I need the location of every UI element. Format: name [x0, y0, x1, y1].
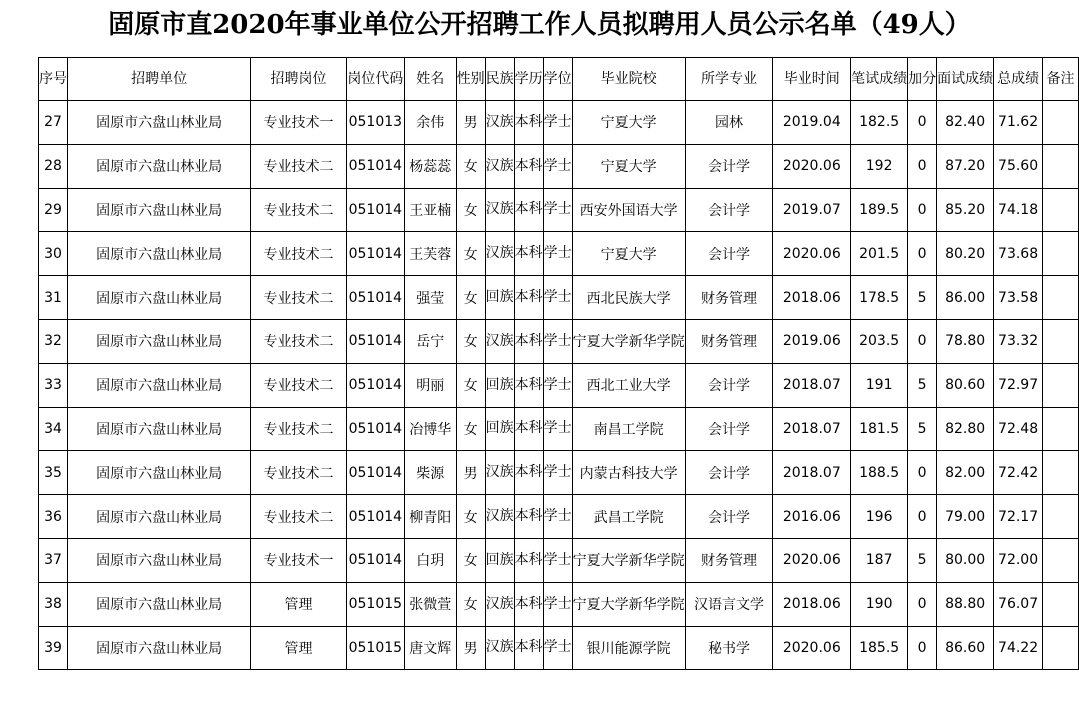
cell-interview: 86.00 — [937, 276, 994, 320]
cell-unit: 固原市六盘山林业局 — [68, 538, 251, 582]
table-row — [39, 407, 1079, 451]
cell-written: 196 — [851, 495, 908, 539]
cell-gender: 女 — [456, 188, 485, 232]
cell-written: 192 — [851, 144, 908, 188]
cell-degree: 学士 — [543, 144, 572, 188]
cell-seq: 28 — [39, 144, 68, 188]
cell-unit: 固原市六盘山林业局 — [68, 232, 251, 276]
cell-remark — [1043, 538, 1079, 582]
cell-remark — [1043, 363, 1079, 407]
cell-bonus: 5 — [908, 407, 937, 451]
cell-grad-time: 2020.06 — [773, 232, 851, 276]
table-row — [39, 538, 1079, 582]
cell-ethnicity: 汉族 — [485, 319, 514, 363]
cell-total: 76.07 — [994, 582, 1043, 626]
cell-code: 051013 — [346, 101, 404, 145]
cell-total: 72.17 — [994, 495, 1043, 539]
cell-degree: 学士 — [543, 626, 572, 670]
cell-ethnicity: 回族 — [485, 363, 514, 407]
cell-position: 专业技术二 — [251, 276, 347, 320]
cell-interview: 82.00 — [937, 451, 994, 495]
cell-interview: 87.20 — [937, 144, 994, 188]
cell-remark — [1043, 188, 1079, 232]
cell-code: 051014 — [346, 451, 404, 495]
header-written: 笔试成绩 — [851, 58, 908, 101]
header-position: 招聘岗位 — [251, 58, 347, 101]
cell-major: 财务管理 — [685, 538, 773, 582]
cell-gender: 男 — [456, 101, 485, 145]
cell-total: 72.97 — [994, 363, 1043, 407]
cell-major: 会计学 — [685, 407, 773, 451]
cell-seq: 32 — [39, 319, 68, 363]
table-row — [39, 232, 1079, 276]
cell-seq: 31 — [39, 276, 68, 320]
cell-unit: 固原市六盘山林业局 — [68, 144, 251, 188]
cell-seq: 37 — [39, 538, 68, 582]
cell-written: 181.5 — [851, 407, 908, 451]
cell-education: 本科 — [514, 276, 543, 320]
cell-bonus: 5 — [908, 276, 937, 320]
cell-seq: 27 — [39, 101, 68, 145]
cell-name: 柳青阳 — [404, 495, 456, 539]
cell-total: 72.42 — [994, 451, 1043, 495]
table-body — [39, 101, 1079, 670]
cell-ethnicity: 汉族 — [485, 188, 514, 232]
cell-major: 会计学 — [685, 495, 773, 539]
cell-seq: 38 — [39, 582, 68, 626]
cell-remark — [1043, 407, 1079, 451]
cell-interview: 86.60 — [937, 626, 994, 670]
cell-total: 73.58 — [994, 276, 1043, 320]
cell-degree: 学士 — [543, 582, 572, 626]
cell-remark — [1043, 451, 1079, 495]
cell-grad-time: 2019.06 — [773, 319, 851, 363]
cell-name: 王芙蓉 — [404, 232, 456, 276]
cell-written: 188.5 — [851, 451, 908, 495]
cell-grad-time: 2020.06 — [773, 538, 851, 582]
cell-unit: 固原市六盘山林业局 — [68, 319, 251, 363]
table-row — [39, 144, 1079, 188]
cell-interview: 82.40 — [937, 101, 994, 145]
cell-grad-time: 2020.06 — [773, 626, 851, 670]
cell-name: 岳宁 — [404, 319, 456, 363]
cell-major: 园林 — [685, 101, 773, 145]
cell-code: 051014 — [346, 407, 404, 451]
cell-total: 75.60 — [994, 144, 1043, 188]
cell-degree: 学士 — [543, 363, 572, 407]
cell-school: 西安外国语大学 — [572, 188, 685, 232]
cell-bonus: 0 — [908, 188, 937, 232]
cell-code: 051014 — [346, 538, 404, 582]
cell-major: 会计学 — [685, 188, 773, 232]
cell-school: 宁夏大学 — [572, 232, 685, 276]
header-grad-time: 毕业时间 — [773, 58, 851, 101]
cell-interview: 79.00 — [937, 495, 994, 539]
cell-position: 专业技术二 — [251, 319, 347, 363]
cell-seq: 29 — [39, 188, 68, 232]
cell-position: 管理 — [251, 626, 347, 670]
cell-position: 专业技术二 — [251, 144, 347, 188]
header-total: 总成绩 — [994, 58, 1043, 101]
cell-code: 051014 — [346, 232, 404, 276]
table-row — [39, 276, 1079, 320]
header-school: 毕业院校 — [572, 58, 685, 101]
table-row — [39, 626, 1079, 670]
cell-position: 专业技术二 — [251, 363, 347, 407]
header-seq: 序号 — [39, 58, 68, 101]
cell-major: 会计学 — [685, 363, 773, 407]
cell-unit: 固原市六盘山林业局 — [68, 188, 251, 232]
cell-total: 74.18 — [994, 188, 1043, 232]
cell-degree: 学士 — [543, 188, 572, 232]
cell-gender: 女 — [456, 319, 485, 363]
header-bonus: 加分 — [908, 58, 937, 101]
cell-ethnicity: 汉族 — [485, 101, 514, 145]
cell-school: 南昌工学院 — [572, 407, 685, 451]
cell-gender: 女 — [456, 144, 485, 188]
cell-unit: 固原市六盘山林业局 — [68, 451, 251, 495]
cell-education: 本科 — [514, 232, 543, 276]
cell-written: 189.5 — [851, 188, 908, 232]
cell-unit: 固原市六盘山林业局 — [68, 276, 251, 320]
table-row — [39, 319, 1079, 363]
cell-school: 宁夏大学新华学院 — [572, 582, 685, 626]
cell-position: 专业技术二 — [251, 451, 347, 495]
cell-code: 051014 — [346, 144, 404, 188]
cell-total: 73.68 — [994, 232, 1043, 276]
cell-education: 本科 — [514, 626, 543, 670]
cell-position: 专业技术二 — [251, 232, 347, 276]
cell-bonus: 0 — [908, 582, 937, 626]
cell-written: 178.5 — [851, 276, 908, 320]
cell-name: 唐文辉 — [404, 626, 456, 670]
header-code: 岗位代码 — [346, 58, 404, 101]
cell-major: 汉语言文学 — [685, 582, 773, 626]
cell-education: 本科 — [514, 188, 543, 232]
cell-name: 王亚楠 — [404, 188, 456, 232]
cell-education: 本科 — [514, 538, 543, 582]
cell-education: 本科 — [514, 407, 543, 451]
cell-name: 明丽 — [404, 363, 456, 407]
cell-seq: 30 — [39, 232, 68, 276]
cell-school: 西北民族大学 — [572, 276, 685, 320]
cell-written: 191 — [851, 363, 908, 407]
cell-total: 73.32 — [994, 319, 1043, 363]
cell-name: 冶博华 — [404, 407, 456, 451]
cell-degree: 学士 — [543, 495, 572, 539]
cell-unit: 固原市六盘山林业局 — [68, 626, 251, 670]
cell-code: 051014 — [346, 495, 404, 539]
header-unit: 招聘单位 — [68, 58, 251, 101]
cell-degree: 学士 — [543, 451, 572, 495]
cell-school: 宁夏大学新华学院 — [572, 538, 685, 582]
cell-interview: 82.80 — [937, 407, 994, 451]
cell-degree: 学士 — [543, 232, 572, 276]
cell-school: 宁夏大学 — [572, 101, 685, 145]
cell-remark — [1043, 101, 1079, 145]
cell-education: 本科 — [514, 319, 543, 363]
cell-degree: 学士 — [543, 101, 572, 145]
cell-name: 张微萱 — [404, 582, 456, 626]
cell-position: 专业技术二 — [251, 495, 347, 539]
cell-written: 182.5 — [851, 101, 908, 145]
cell-written: 185.5 — [851, 626, 908, 670]
cell-gender: 女 — [456, 495, 485, 539]
cell-total: 71.62 — [994, 101, 1043, 145]
cell-ethnicity: 汉族 — [485, 582, 514, 626]
cell-name: 杨蕊蕊 — [404, 144, 456, 188]
cell-remark — [1043, 626, 1079, 670]
cell-major: 财务管理 — [685, 319, 773, 363]
cell-gender: 女 — [456, 407, 485, 451]
table-row — [39, 495, 1079, 539]
cell-written: 203.5 — [851, 319, 908, 363]
cell-ethnicity: 汉族 — [485, 626, 514, 670]
header-major: 所学专业 — [685, 58, 773, 101]
cell-interview: 80.20 — [937, 232, 994, 276]
cell-gender: 男 — [456, 626, 485, 670]
header-ethnicity: 民族 — [485, 58, 514, 101]
cell-remark — [1043, 582, 1079, 626]
cell-interview: 88.80 — [937, 582, 994, 626]
cell-ethnicity: 回族 — [485, 407, 514, 451]
cell-bonus: 0 — [908, 232, 937, 276]
cell-ethnicity: 汉族 — [485, 144, 514, 188]
table-row — [39, 188, 1079, 232]
table-row — [39, 101, 1079, 145]
cell-ethnicity: 汉族 — [485, 232, 514, 276]
cell-education: 本科 — [514, 451, 543, 495]
cell-position: 专业技术一 — [251, 101, 347, 145]
cell-degree: 学士 — [543, 319, 572, 363]
cell-seq: 35 — [39, 451, 68, 495]
cell-total: 74.22 — [994, 626, 1043, 670]
cell-remark — [1043, 319, 1079, 363]
cell-unit: 固原市六盘山林业局 — [68, 495, 251, 539]
header-remark: 备注 — [1043, 58, 1079, 101]
cell-degree: 学士 — [543, 407, 572, 451]
cell-name: 强莹 — [404, 276, 456, 320]
cell-code: 051014 — [346, 276, 404, 320]
cell-gender: 女 — [456, 232, 485, 276]
cell-bonus: 0 — [908, 451, 937, 495]
document-title: 固原市直2020年事业单位公开招聘工作人员拟聘用人员公示名单（49人） — [108, 10, 971, 40]
table-row — [39, 363, 1079, 407]
cell-unit: 固原市六盘山林业局 — [68, 582, 251, 626]
cell-bonus: 0 — [908, 626, 937, 670]
cell-degree: 学士 — [543, 538, 572, 582]
cell-education: 本科 — [514, 582, 543, 626]
cell-unit: 固原市六盘山林业局 — [68, 407, 251, 451]
cell-written: 201.5 — [851, 232, 908, 276]
cell-education: 本科 — [514, 363, 543, 407]
header-gender: 性别 — [456, 58, 485, 101]
cell-code: 051014 — [346, 188, 404, 232]
cell-seq: 34 — [39, 407, 68, 451]
cell-major: 会计学 — [685, 451, 773, 495]
cell-school: 银川能源学院 — [572, 626, 685, 670]
cell-bonus: 0 — [908, 319, 937, 363]
cell-school: 宁夏大学新华学院 — [572, 319, 685, 363]
cell-grad-time: 2018.07 — [773, 451, 851, 495]
cell-remark — [1043, 232, 1079, 276]
cell-written: 190 — [851, 582, 908, 626]
cell-remark — [1043, 495, 1079, 539]
cell-grad-time: 2018.07 — [773, 363, 851, 407]
cell-gender: 女 — [456, 363, 485, 407]
cell-name: 柴源 — [404, 451, 456, 495]
cell-major: 秘书学 — [685, 626, 773, 670]
cell-unit: 固原市六盘山林业局 — [68, 363, 251, 407]
cell-grad-time: 2016.06 — [773, 495, 851, 539]
cell-grad-time: 2018.06 — [773, 276, 851, 320]
cell-school: 西北工业大学 — [572, 363, 685, 407]
header-name: 姓名 — [404, 58, 456, 101]
cell-written: 187 — [851, 538, 908, 582]
cell-education: 本科 — [514, 495, 543, 539]
cell-position: 管理 — [251, 582, 347, 626]
cell-code: 051015 — [346, 626, 404, 670]
cell-name: 余伟 — [404, 101, 456, 145]
cell-seq: 39 — [39, 626, 68, 670]
cell-code: 051014 — [346, 363, 404, 407]
cell-code: 051015 — [346, 582, 404, 626]
header-education: 学历 — [514, 58, 543, 101]
cell-position: 专业技术一 — [251, 538, 347, 582]
cell-education: 本科 — [514, 144, 543, 188]
cell-interview: 78.80 — [937, 319, 994, 363]
cell-grad-time: 2018.07 — [773, 407, 851, 451]
cell-grad-time: 2020.06 — [773, 144, 851, 188]
cell-grad-time: 2019.04 — [773, 101, 851, 145]
cell-bonus: 5 — [908, 363, 937, 407]
cell-major: 财务管理 — [685, 276, 773, 320]
cell-interview: 80.00 — [937, 538, 994, 582]
cell-grad-time: 2019.07 — [773, 188, 851, 232]
cell-remark — [1043, 276, 1079, 320]
cell-gender: 女 — [456, 276, 485, 320]
cell-interview: 80.60 — [937, 363, 994, 407]
candidate-table — [38, 57, 1079, 670]
cell-total: 72.00 — [994, 538, 1043, 582]
cell-education: 本科 — [514, 101, 543, 145]
cell-code: 051014 — [346, 319, 404, 363]
cell-grad-time: 2018.06 — [773, 582, 851, 626]
cell-seq: 36 — [39, 495, 68, 539]
header-interview: 面试成绩 — [937, 58, 994, 101]
cell-bonus: 0 — [908, 144, 937, 188]
header-degree: 学位 — [543, 58, 572, 101]
cell-school: 宁夏大学 — [572, 144, 685, 188]
cell-bonus: 0 — [908, 101, 937, 145]
table-row — [39, 451, 1079, 495]
cell-position: 专业技术二 — [251, 188, 347, 232]
cell-total: 72.48 — [994, 407, 1043, 451]
cell-position: 专业技术二 — [251, 407, 347, 451]
cell-unit: 固原市六盘山林业局 — [68, 101, 251, 145]
cell-major: 会计学 — [685, 232, 773, 276]
cell-gender: 女 — [456, 538, 485, 582]
cell-ethnicity: 回族 — [485, 538, 514, 582]
cell-school: 武昌工学院 — [572, 495, 685, 539]
cell-name: 白玥 — [404, 538, 456, 582]
cell-ethnicity: 回族 — [485, 276, 514, 320]
cell-bonus: 5 — [908, 538, 937, 582]
cell-gender: 女 — [456, 582, 485, 626]
cell-major: 会计学 — [685, 144, 773, 188]
cell-seq: 33 — [39, 363, 68, 407]
cell-school: 内蒙古科技大学 — [572, 451, 685, 495]
cell-ethnicity: 汉族 — [485, 451, 514, 495]
cell-remark — [1043, 144, 1079, 188]
table-row — [39, 582, 1079, 626]
cell-interview: 85.20 — [937, 188, 994, 232]
cell-ethnicity: 汉族 — [485, 495, 514, 539]
cell-degree: 学士 — [543, 276, 572, 320]
cell-bonus: 0 — [908, 495, 937, 539]
cell-gender: 男 — [456, 451, 485, 495]
table-header-row — [39, 58, 1079, 101]
